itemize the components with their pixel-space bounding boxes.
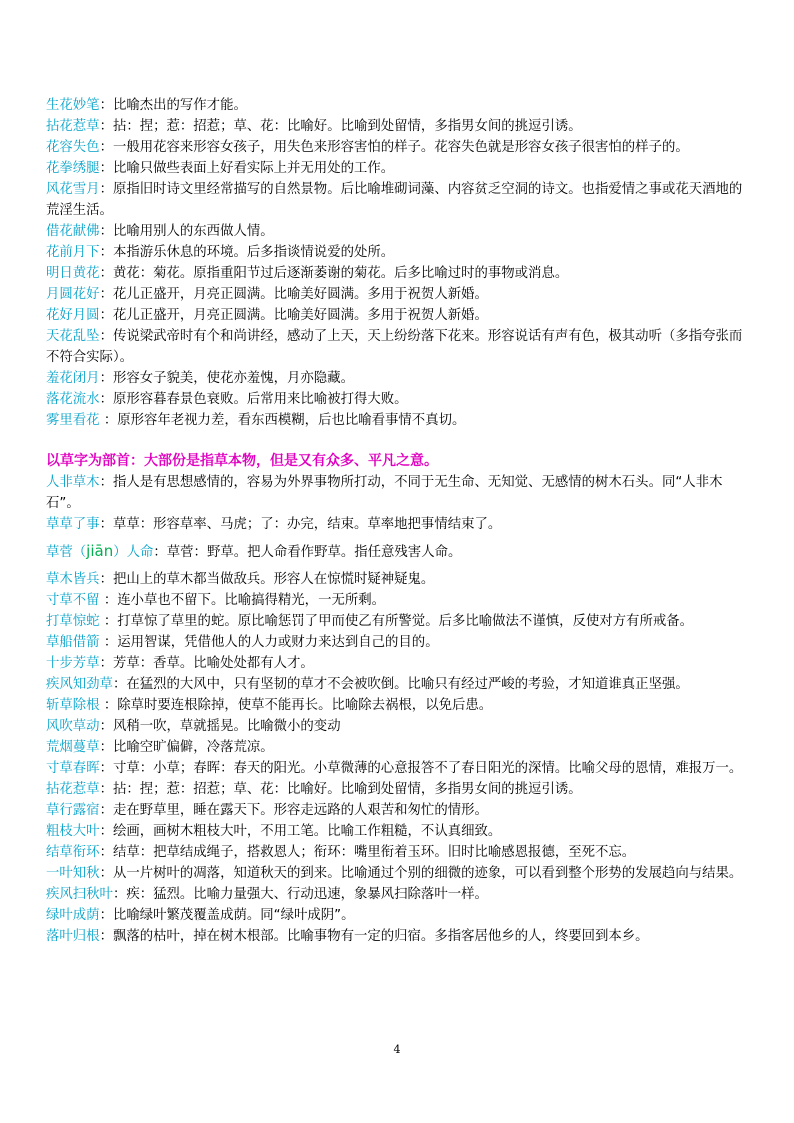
idiom-entry xyxy=(46,779,754,800)
idiom-definition: 原形容暮春景色衰败。后常用来比喻被打得大败。 xyxy=(112,392,408,407)
idiom-entry xyxy=(46,674,754,695)
idiom-term: 打草惊蛇 xyxy=(46,614,100,629)
idiom-definition: 从一片树叶的凋落，知道秋天的到来。比喻通过个别的细微的迹象，可以看到整个形势的发展趋向与结果。 xyxy=(112,866,743,881)
idiom-entry xyxy=(46,800,754,821)
idiom-term: 借花献佛 xyxy=(46,224,100,239)
idiom-definition: 把山上的草木都当做敌兵。形容人在惊慌时疑神疑鬼。 xyxy=(112,572,435,587)
separator: ： xyxy=(99,908,113,923)
idiom-definition: 连小草也不留下。比喻搞得精光，一无所剩。 xyxy=(117,593,386,608)
separator: ： xyxy=(99,308,113,323)
idiom-entry xyxy=(46,242,754,263)
idiom-term: 生花妙笔 xyxy=(46,98,100,113)
idiom-definition: 比喻绿叶繁茂覆盖成荫。同“绿叶成阴”。 xyxy=(112,908,355,923)
page-number: 4 xyxy=(393,1043,401,1056)
idiom-definition: 打草惊了草里的蛇。原比喻惩罚了甲而使乙有所警觉。后多比喻做法不谨慎，反使对方有所戒备。 xyxy=(117,614,694,629)
idiom-term: 结草衔环 xyxy=(46,845,100,860)
idiom-list-grass-b xyxy=(46,569,754,947)
idiom-definition: 原形容年老视力差，看东西模糊，后也比喻看事情不真切。 xyxy=(117,413,466,428)
idiom-entry xyxy=(46,926,754,947)
separator: ： xyxy=(99,475,113,490)
idiom-definition: 比喻杰出的写作才能。 xyxy=(112,98,247,113)
idiom-term: 落花流水 xyxy=(46,392,100,407)
idiom-entry xyxy=(46,514,754,535)
separator: ： xyxy=(99,98,113,113)
separator: ： xyxy=(99,392,113,407)
idiom-entry-special: 草菅（jiān）人命：草菅：野草。把人命看作野草。指任意残害人命。 xyxy=(46,542,462,560)
separator: ： xyxy=(99,329,113,344)
separator: ： xyxy=(99,182,113,197)
idiom-entry xyxy=(46,221,754,242)
idiom-term: 寸草不留 xyxy=(46,593,100,608)
section-heading: 以草字为部首：大部份是指草本物，但是又有众多、平凡之意。 xyxy=(46,453,438,469)
document-body xyxy=(46,95,754,947)
separator: ： xyxy=(99,656,113,671)
idiom-definition: 指人是有思想感情的，容易为外界事物所打动，不同于无生命、无知觉、无感情的树木石头。同“人非木石”。 xyxy=(46,475,723,511)
idiom-definition: 运用智谋，凭借他人的人力或财力来达到自己的目的。 xyxy=(117,635,439,650)
idiom-term: 花容失色 xyxy=(46,140,100,155)
separator: ： xyxy=(99,140,113,155)
idiom-definition: 飘落的枯叶，掉在树木根部。比喻事物有一定的归宿。多指客居他乡的人，终要回到本乡。 xyxy=(112,929,649,944)
idiom-definition: 花儿正盛开，月亮正圆满。比喻美好圆满。多用于祝贺人新婚。 xyxy=(112,308,488,323)
idiom-term: 草菅（jiān）人命 xyxy=(46,542,154,560)
idiom-term: 绿叶成荫 xyxy=(46,908,100,923)
idiom-entry xyxy=(46,632,754,653)
idiom-entry xyxy=(46,737,754,758)
idiom-term: 荒烟蔓草 xyxy=(46,740,100,755)
idiom-term: 雾里看花 xyxy=(46,413,100,428)
idiom-entry xyxy=(46,905,754,926)
idiom-entry xyxy=(46,884,754,905)
idiom-definition: 比喻空旷偏僻，冷落荒凉。 xyxy=(112,740,274,755)
separator: ： xyxy=(99,740,113,755)
idiom-definition: 传说梁武帝时有个和尚讲经，感动了上天，天上纷纷落下花来。形容说话有声有色，极其动听（多指夸张而不符合实际）。 xyxy=(46,329,743,365)
idiom-entry xyxy=(46,758,754,779)
idiom-list-grass-a xyxy=(46,472,754,535)
idiom-definition: 寸草：小草；春晖：春天的阳光。小草微薄的心意报答不了春日阳光的深情。比喻父母的恩情，难报万一。 xyxy=(112,761,743,776)
idiom-definition: 草菅：野草。把人命看作野草。指任意残害人命。 xyxy=(166,545,462,560)
idiom-term: 明日黄花 xyxy=(46,266,100,281)
idiom-term: 疾风知劲草 xyxy=(46,677,113,692)
separator: ： xyxy=(99,845,113,860)
separator: ： xyxy=(99,782,113,797)
separator: ： xyxy=(112,887,127,902)
idiom-definition: 疾：猛烈。比喻力量强大、行动迅速，象暴风扫除落叶一样。 xyxy=(126,887,488,902)
idiom-entry xyxy=(46,284,754,305)
idiom-term: 寸草春晖 xyxy=(46,761,100,776)
idiom-term: 落叶归根 xyxy=(46,929,100,944)
idiom-definition: 结草：把草结成绳子，搭救恩人；衔环：嘴里衔着玉环。旧时比喻感恩报德，至死不忘。 xyxy=(112,845,636,860)
idiom-entry xyxy=(46,472,754,514)
idiom-definition: 原指旧时诗文里经常描写的自然景物。后比喻堆砌词藻、内容贫乏空洞的诗文。也指爱情之事或花天酒地的荒淫生活。 xyxy=(46,182,743,218)
idiom-entry xyxy=(46,863,754,884)
separator: ： xyxy=(99,614,118,629)
idiom-term: 粗枝大叶 xyxy=(46,824,100,839)
idiom-definition: 黄花：菊花。原指重阳节过后逐渐萎谢的菊花。后多比喻过时的事物或消息。 xyxy=(112,266,569,281)
idiom-entry xyxy=(46,653,754,674)
idiom-term: 月圆花好 xyxy=(46,287,100,302)
idiom-definition: 一般用花容来形容女孩子，用失色来形容害怕的样子。花容失色就是形容女孩子很害怕的样子的。 xyxy=(112,140,689,155)
idiom-entry xyxy=(46,569,754,590)
idiom-entry xyxy=(46,179,754,221)
separator: ： xyxy=(99,371,113,386)
idiom-entry xyxy=(46,326,754,368)
separator: ： xyxy=(99,761,113,776)
idiom-term: 花拳绣腿 xyxy=(46,161,100,176)
idiom-entry xyxy=(46,590,754,611)
idiom-term: 斩草除根 xyxy=(46,698,100,713)
idiom-entry xyxy=(46,842,754,863)
separator: ： xyxy=(99,224,113,239)
separator: ： xyxy=(99,929,113,944)
separator: ： xyxy=(99,866,113,881)
separator: ： xyxy=(99,266,113,281)
idiom-definition: 除草时要连根除掉，使草不能再长。比喻除去祸根，以免后患。 xyxy=(117,698,493,713)
idiom-term: 十步芳草 xyxy=(46,656,100,671)
separator: ： xyxy=(99,593,118,608)
idiom-entry xyxy=(46,695,754,716)
separator: ： xyxy=(99,572,113,587)
idiom-entry xyxy=(46,137,754,158)
idiom-entry xyxy=(46,305,754,326)
separator: ： xyxy=(99,719,113,734)
idiom-term: 一叶知秋 xyxy=(46,866,100,881)
idiom-definition: 在猛烈的大风中，只有坚韧的草才不会被吹倒。比喻只有经过严峻的考验，才知道谁真正坚强。 xyxy=(126,677,689,692)
idiom-term: 拈花惹草 xyxy=(46,782,100,797)
separator: ： xyxy=(99,161,113,176)
idiom-definition: 形容女子貌美，使花亦羞愧，月亦隐藏。 xyxy=(112,371,354,386)
idiom-definition: 花儿正盛开，月亮正圆满。比喻美好圆满。多用于祝贺人新婚。 xyxy=(112,287,488,302)
idiom-term: 花好月圆 xyxy=(46,308,100,323)
idiom-entry xyxy=(46,821,754,842)
idiom-entry xyxy=(46,611,754,632)
idiom-entry xyxy=(46,389,754,410)
idiom-entry xyxy=(46,368,754,389)
idiom-entry xyxy=(46,410,754,431)
separator: ： xyxy=(99,635,118,650)
idiom-term: 草行露宿 xyxy=(46,803,100,818)
idiom-list-flower xyxy=(46,95,754,431)
idiom-definition: 走在野草里，睡在露天下。形容走远路的人艰苦和匆忙的情形。 xyxy=(112,803,488,818)
idiom-term: 草船借箭 xyxy=(46,635,100,650)
idiom-term: 草木皆兵 xyxy=(46,572,100,587)
separator: ： xyxy=(99,698,118,713)
separator: ： xyxy=(99,824,113,839)
separator: ： xyxy=(99,245,113,260)
idiom-term: 疾风扫秋叶 xyxy=(46,887,113,902)
idiom-entry xyxy=(46,158,754,179)
idiom-definition: 芳草：香草。比喻处处都有人才。 xyxy=(112,656,314,671)
idiom-term: 天花乱坠 xyxy=(46,329,100,344)
idiom-term: 人非草木 xyxy=(46,475,100,490)
idiom-definition: 拈：捏；惹：招惹；草、花：比喻好。比喻到处留情，多指男女间的挑逗引诱。 xyxy=(112,119,582,134)
separator: ： xyxy=(99,287,113,302)
idiom-entry xyxy=(46,716,754,737)
idiom-entry xyxy=(46,95,754,116)
idiom-term: 风吹草动 xyxy=(46,719,100,734)
idiom-term: 花前月下 xyxy=(46,245,100,260)
idiom-term: 羞花闭月 xyxy=(46,371,100,386)
separator: ： xyxy=(99,517,113,532)
idiom-definition: 草草：形容草率、马虎；了：办完，结束。草率地把事情结束了。 xyxy=(112,517,502,532)
idiom-term: 草草了事 xyxy=(46,517,100,532)
idiom-term: 拈花惹草 xyxy=(46,119,100,134)
separator: ： xyxy=(99,803,113,818)
idiom-definition: 拈：捏；惹：招惹；草、花：比喻好。比喻到处留情，多指男女间的挑逗引诱。 xyxy=(112,782,582,797)
idiom-entry xyxy=(46,116,754,137)
idiom-definition: 本指游乐休息的环境。后多指谈情说爱的处所。 xyxy=(112,245,395,260)
separator: ： xyxy=(99,413,118,428)
idiom-term: 风花雪月 xyxy=(46,182,100,197)
idiom-definition: 比喻用别人的东西做人情。 xyxy=(112,224,274,239)
idiom-definition: 比喻只做些表面上好看实际上并无用处的工作。 xyxy=(112,161,395,176)
separator: ： xyxy=(112,677,127,692)
pinyin: jiān xyxy=(86,542,114,560)
idiom-definition: 风稍一吹，草就摇晃。比喻微小的变动 xyxy=(112,719,341,734)
idiom-entry xyxy=(46,263,754,284)
idiom-definition: 绘画，画树木粗枝大叶，不用工笔。比喻工作粗糙，不认真细致。 xyxy=(112,824,502,839)
separator: ： xyxy=(99,119,113,134)
